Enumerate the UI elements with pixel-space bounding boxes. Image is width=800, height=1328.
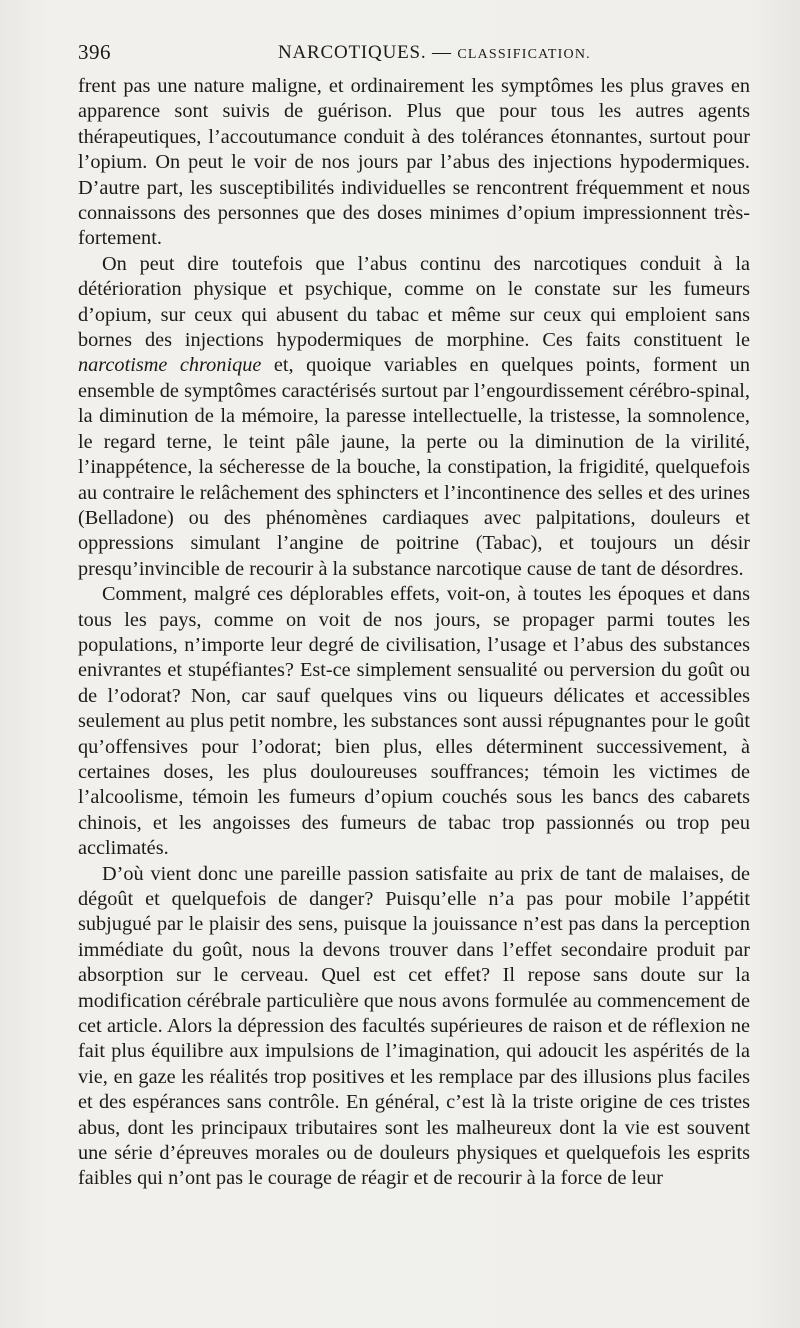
running-head-title: NARCOTIQUES.	[278, 42, 427, 63]
paragraph-2	[78, 252, 750, 582]
running-head	[278, 42, 591, 64]
paragraph-3: Comment, malgré ces déplorables effets, voit-on, à toutes les époques et dans tous les pays, comme on voit de nos jours, se propager parmi toutes les populations, n’importe leur degré de civilisation, l’usage et l’abus des substances enivrantes et stupéfiantes? Est-ce simplement sensualité ou perversion du goût ou de l’odorat? Non, car sauf quelques vins ou liqueurs délicates et accessibles seulement au plus petit nombre, les substances sont aussi répugnantes pour le goût qu’offensives pour l’odorat; bien plus, elles déterminent successivement, à certaines doses, les plus douloureuses souffrances; témoin les victimes de l’alcoolisme, témoin les fumeurs d’opium couchés sous les bancs des cabarets chinois, et les angoisses des fumeurs de tabac trop passionnés ou trop peu acclimatés.	[78, 583, 750, 860]
running-head-subtitle: CLASSIFICATION.	[457, 47, 591, 62]
page-number: 396	[78, 40, 111, 64]
body-text	[78, 74, 750, 1192]
page-header	[78, 36, 750, 66]
paragraph-2-text-b: et, quoique variables en quelques points, forment un ensemble de symptômes caractérisés surtout par l’engourdissement cérébro-spinal, la diminution de la mémoire, la paresse intellectuelle, la tristesse, la somnolence, le regard terne, le teint pâle jaune, la perte ou la diminution de la virilité, l’inappétence, la sécheresse de la bouche, la constipation, la frigidité, quelquefois au contraire le relâchement des sphincters et l’incontinence des selles et des urines (Belladone) ou des phénomènes cardiaques avec palpitations, douleurs et oppressions simulant l’angine de poitrine (Tabac), et toujours un désir presqu’invincible de recourir à la substance narcotique cause de tant de désordres.	[78, 354, 750, 580]
paragraph-2-text-a: On peut dire toutefois que l’abus continu des narcotiques conduit à la détérioration physique et psychique, comme on le constate sur les fumeurs d’opium, sur ceux qui abusent du tabac et même sur ceux qui emploient sans bornes des injections hypodermiques de morphine. Ces faits constituent le	[78, 252, 750, 352]
paragraph-2-italic-term: narcotisme chronique	[78, 354, 262, 377]
paragraph-1: frent pas une nature maligne, et ordinairement les symptômes les plus graves en apparence sont suivis de guérison. Plus que pour tous les autres agents thérapeutiques, l’accoutumance conduit à des tolérances étonnantes, surtout pour l’opium. On peut le voir de nos jours par l’abus des injections hypodermiques. D’autre part, les susceptibilités individuelles se rencontrent fréquemment et nous connaissons des personnes que des doses minimes d’opium impressionnent très-fortement.	[78, 75, 750, 250]
running-head-separator: —	[426, 42, 458, 63]
paragraph-4: D’où vient donc une pareille passion satisfaite au prix de tant de malaises, de dégoût et quelquefois de danger? Puisqu’elle n’a pas pour mobile l’appétit subjugué par le plaisir des sens, puisque la jouissance n’est pas dans la perception immédiate du goût, nous la devons trouver dans l’effet secondaire produit par absorption sur le cerveau. Quel est cet effet? Il repose sans doute sur la modification cérébrale particulière que nous avons formulée au commencement de cet article. Alors la dépression des facultés supérieures de raison et de réflexion ne fait plus équilibre aux impulsions de l’imagination, qui adoucit les aspérités de la vie, en gaze les réalités trop positives et les remplace par des illusions plus faciles et des espérances sans contrôle. En général, c’est là la triste origine de ces tristes abus, dont les principaux tributaires sont les malheureux dont la vie est souvent une série d’épreuves morales ou de douleurs physiques et quelquefois les esprits faibles qui n’ont pas le courage de réagir et de recourir à la force de leur	[78, 862, 750, 1190]
